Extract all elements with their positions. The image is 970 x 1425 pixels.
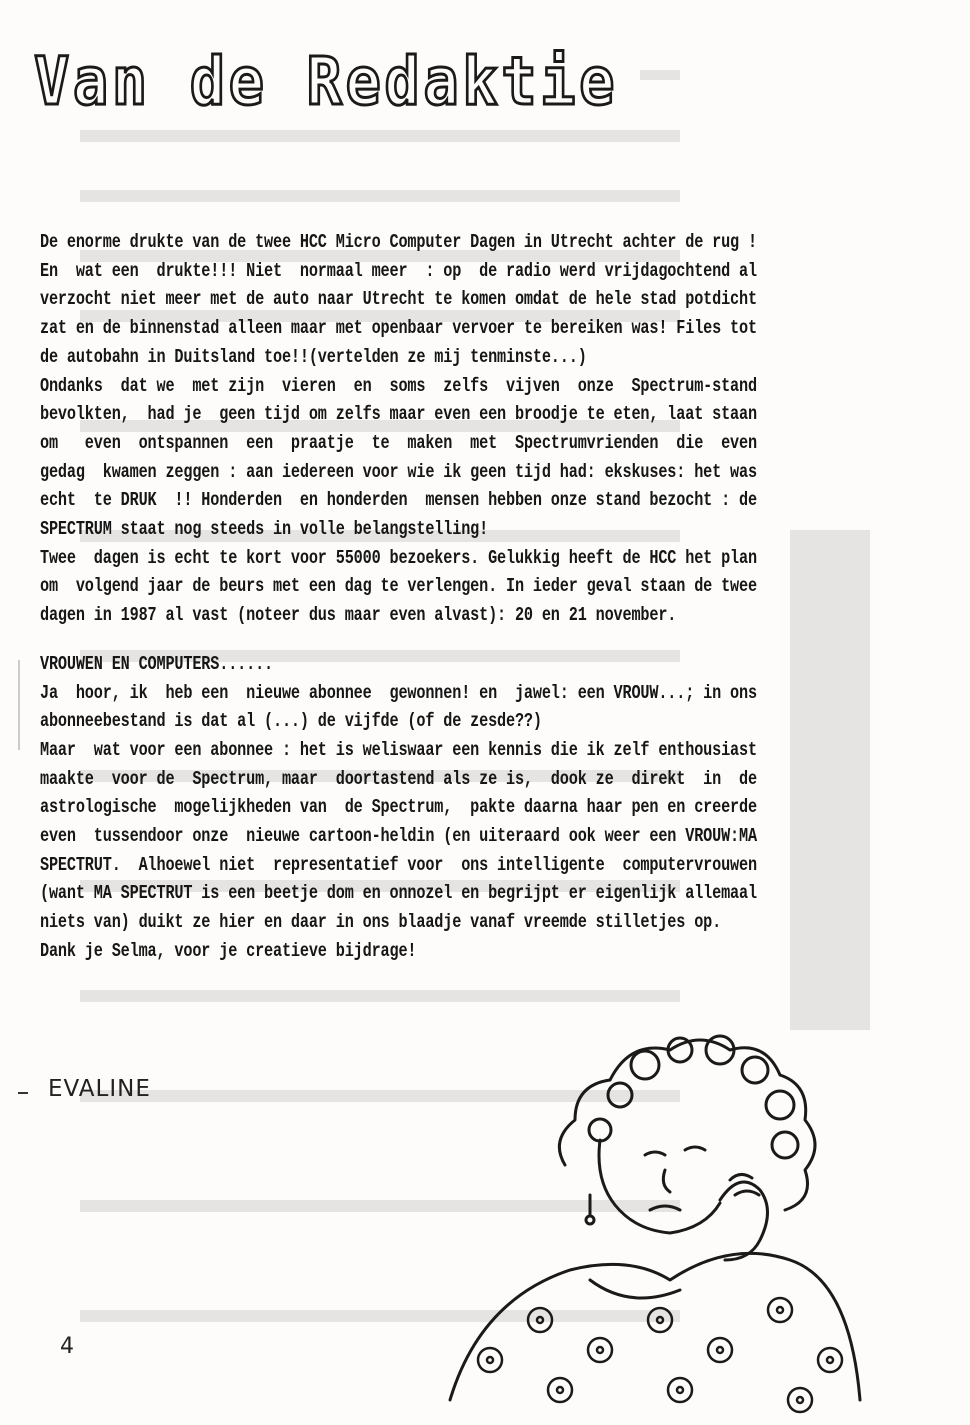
paragraph-line: gedag kwamen zeggen : aan iedereen voor wie ik geen tijd had: ekskuses: het was xyxy=(40,460,757,483)
paragraph-line: SPECTRUM staat nog steeds in volle belangstelling! xyxy=(40,518,489,541)
paragraph-line: bevolkten, had je geen tijd om zelfs maar even een broodje te eten, laat staan xyxy=(40,403,757,426)
paragraph-line: om even ontspannen een praatje te maken met Spectrumvrienden die even xyxy=(40,431,757,454)
paragraph-line: niets van) duikt ze hier en daar in ons blaadje vanaf vreemde stilletjes op. xyxy=(40,911,722,934)
author-signature: EVALINE xyxy=(48,1076,151,1102)
paragraph-line: even tussendoor onze nieuwe cartoon-heldin (en uiteraard ook weer een VROUW:MA xyxy=(40,825,757,848)
paragraph-line: verzocht niet meer met de auto naar Utrecht te komen omdat de hele stad potdicht xyxy=(40,288,757,311)
paragraph-line: SPECTRUT. Alhoewel niet representatief voor ons intelligente computervrouwen xyxy=(40,853,757,876)
section-heading: VROUWEN EN COMPUTERS...... xyxy=(40,652,273,675)
paragraph-line: astrologische mogelijkheden van de Spectrum, pakte daarna haar pen en creerde xyxy=(40,796,757,819)
paragraph-line: om volgend jaar de beurs met een dag te verlengen. In ieder geval staan de twee xyxy=(40,575,757,598)
signature-dash xyxy=(18,1092,28,1094)
paragraph-line: dagen in 1987 al vast (noteer dus maar even alvast): 20 en 21 november. xyxy=(40,604,677,627)
paragraph-line: de autobahn in Duitsland toe!!(vertelden ze mij tenminste...) xyxy=(40,345,587,368)
paragraph-line: (want MA SPECTRUT is een beetje dom en onnozel en begrijpt er eigenlijk allemaal xyxy=(40,882,757,905)
paragraph-line: abonneebestand is dat al (...) de vijfde (of de zesde??) xyxy=(40,710,542,733)
paragraph-line: Ja hoor, ik heb een nieuwe abonnee gewonnen! en jawel: een VROUW...; in ons xyxy=(40,681,757,704)
margin-mark xyxy=(18,660,20,750)
page-number: 4 xyxy=(60,1334,74,1359)
paragraph-line: Dank je Selma, voor je creatieve bijdrage! xyxy=(40,939,417,962)
page-title-graphic xyxy=(30,42,630,122)
paragraph-line: echt te DRUK !! Honderden en honderden mensen hebben onze stand bezocht : de xyxy=(40,489,757,512)
page-title-text: Van de Redaktie xyxy=(34,43,618,120)
paragraph-line: De enorme drukte van de twee HCC Micro Computer Dagen in Utrecht achter de rug ! xyxy=(40,231,757,253)
paragraph-line: maakte voor de Spectrum, maar doortastend als ze is, dook ze direkt in de xyxy=(40,767,757,790)
paragraph-line: Ondanks dat we met zijn vieren en soms zelfs vijven onze Spectrum-stand xyxy=(40,374,757,397)
paragraph-line: Maar wat voor een abonnee : het is weliswaar een kennis die ik zelf enthousiast xyxy=(40,738,757,761)
paragraph-line: zat en de binnenstad alleen maar met openbaar vervoer te bereiken was! Files tot xyxy=(40,317,757,340)
article-body xyxy=(40,228,856,966)
cartoon-woman-illustration xyxy=(410,1020,880,1420)
paragraph-line: En wat een drukte!!! Niet normaal meer : op de radio werd vrijdagochtend al xyxy=(40,259,757,282)
page-title xyxy=(30,42,630,122)
paragraph-line: Twee dagen is echt te kort voor 55000 bezoekers. Gelukkig heeft de HCC het plan xyxy=(40,546,757,569)
